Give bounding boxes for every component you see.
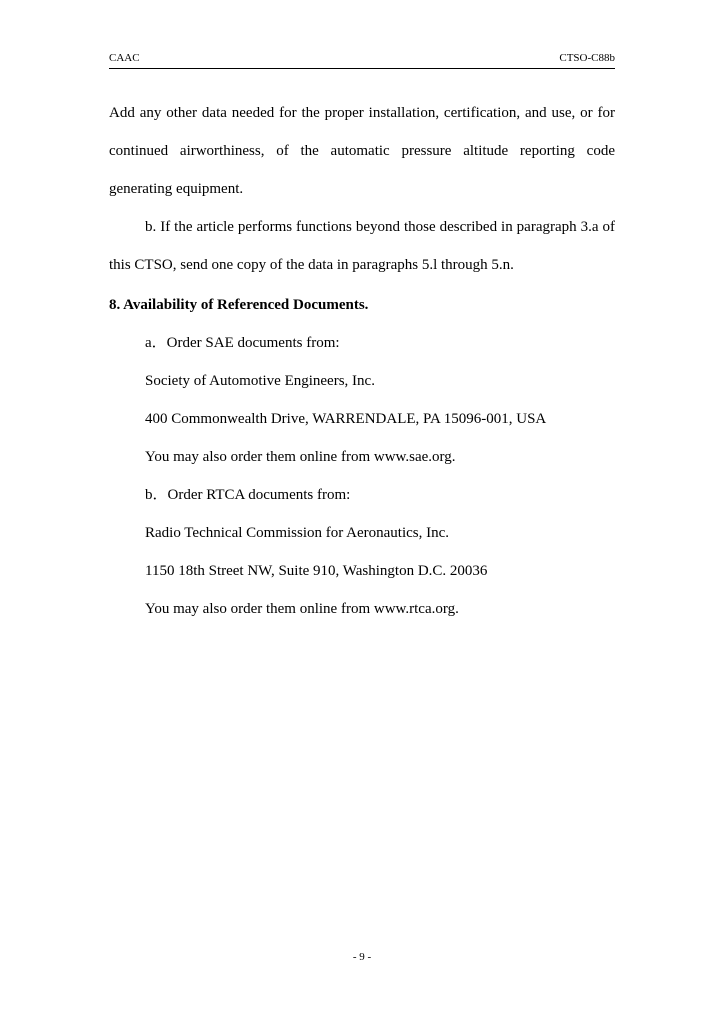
rtca-intro: b．Order RTCA documents from: [145, 487, 351, 503]
rtca-address: 1150 18th Street NW, Suite 910, Washington D.C. 20036 [145, 563, 488, 579]
page-body [109, 94, 615, 628]
paragraph-additional-data: Add any other data needed for the proper installation, certification, and use, or for continued airworthiness, of the automatic pressure altitude reporting code generating equipment. [109, 105, 615, 197]
rtca-organization: Radio Technical Commission for Aeronautics, Inc. [145, 525, 450, 541]
section-heading-referenced-documents: 8. Availability of Referenced Documents. [109, 297, 369, 313]
page-header [109, 52, 615, 69]
sae-address: 400 Commonwealth Drive, WARRENDALE, PA 15096-001, USA [145, 411, 547, 427]
sae-organization: Society of Automotive Engineers, Inc. [145, 373, 375, 389]
page-number: - 9 - [352, 951, 372, 963]
header-org: CAAC [109, 52, 140, 64]
header-doc-id: CTSO-C88b [559, 52, 615, 64]
sae-online-note: You may also order them online from www.sae.org. [145, 449, 456, 465]
rtca-online-note: You may also order them online from www.rtca.org. [145, 601, 459, 617]
sae-intro: a．Order SAE documents from: [145, 335, 340, 351]
paragraph-beyond-functions: b. If the article performs functions beyond those described in paragraph 3.a of this CTSO, send one copy of the data in paragraphs 5.l through 5.n. [109, 219, 615, 273]
